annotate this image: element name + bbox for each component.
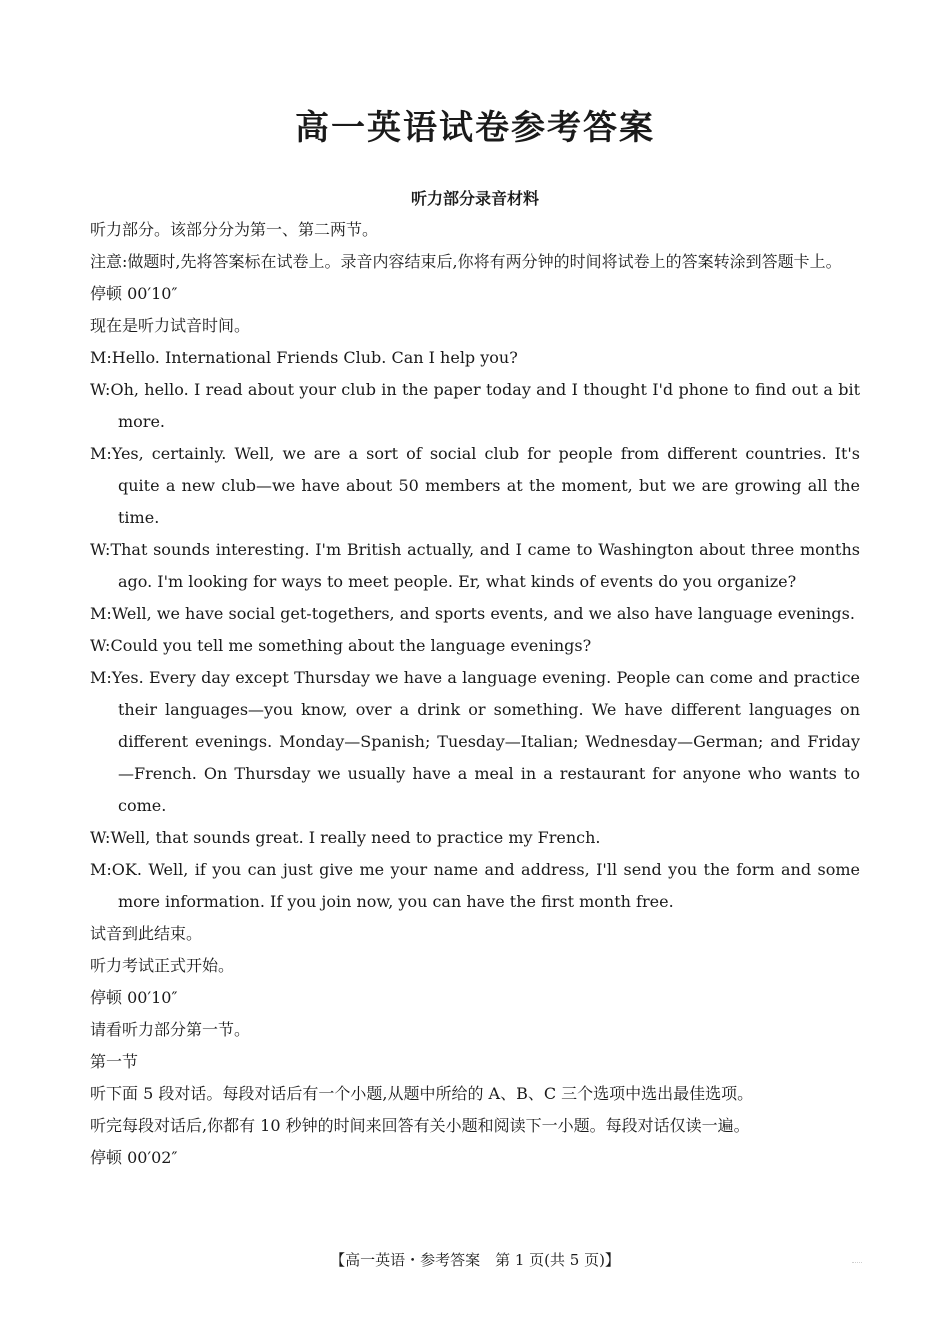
dialogue-text: Yes, certainly. Well, we are a sort of social club for people from different countries. It's quite a new club—we have about 50 members at the moment, but we are growing all the time. [111,444,860,527]
dialogue-line [90,534,860,598]
dialogue-text: Hello. International Friends Club. Can I help you? [111,348,518,367]
pause-marker: 停顿 00′10″ [90,284,178,303]
dialogue-line [90,438,860,534]
pause-marker: 停顿 00′02″ [90,1148,178,1167]
document-title: 高一英语试卷参考答案 [295,108,655,148]
speaker-label: W: [90,380,111,399]
dialogue-text: Well, we have social get-togethers, and sports events, and we also have language evenings. [111,604,855,623]
section-label: 第一节 [90,1052,139,1071]
speaker-label: W: [90,540,111,559]
closing-line: 请看听力部分第一节。 [90,1020,251,1039]
page-footer: 【高一英语・参考答案 第 1 页(共 5 页)】 [330,1251,620,1269]
document-body [90,214,860,1174]
dialogue-line [90,662,860,822]
dialogue-line [90,598,860,630]
dialogue-line [90,342,860,374]
instruction-line: 听下面 5 段对话。每段对话后有一个小题,从题中所给的 A、B、C 三个选项中选出最佳选项。 [90,1084,754,1103]
speaker-label: W: [90,636,111,655]
speaker-label: W: [90,828,111,847]
intro-line: 听力部分。该部分分为第一、第二两节。 [90,220,379,239]
closing-line: 听力考试正式开始。 [90,956,235,975]
dialogue-line [90,822,860,854]
dialogue-text: Could you tell me something about the language evenings? [110,636,592,655]
dialogue-text: OK. Well, if you can just give me your name and address, I'll send you the form and some more information. If you join now, you can have the first month free. [111,860,860,911]
dialogue-text: Well, that sounds great. I really need to practice my French. [110,828,601,847]
speaker-label: M: [90,348,112,367]
scan-mark [852,1262,862,1265]
speaker-label: M: [90,444,112,463]
intro-line: 现在是听力试音时间。 [90,316,251,335]
intro-note: 注意:做题时,先将答案标在试卷上。录音内容结束后,你将有两分钟的时间将试卷上的答案转涂到答题卡上。 [90,252,842,271]
pause-marker: 停顿 00′10″ [90,988,178,1007]
speaker-label: M: [90,604,112,623]
speaker-label: M: [90,860,112,879]
closing-line: 试音到此结束。 [90,924,203,943]
dialogue-text: Oh, hello. I read about your club in the paper today and I thought I'd phone to find out a bit more. [110,380,860,431]
section-heading: 听力部分录音材料 [410,189,539,208]
dialogue-text: Yes. Every day except Thursday we have a language evening. People can come and practice their languages—you know, over a drink or something. We have different languages on different evenings. Monday—Spanish; Tuesday—Italian; Wednesday—German; and Friday—French. On Thursday we usually have a meal in a restaurant for anyone who wants to come. [111,668,860,815]
speaker-label: M: [90,668,112,687]
dialogue-text: That sounds interesting. I'm British actually, and I came to Washington about three months ago. I'm looking for ways to meet people. Er, what kinds of events do you organize? [110,540,860,591]
dialogue-line [90,374,860,438]
dialogue-line [90,630,860,662]
instruction-line: 听完每段对话后,你都有 10 秒钟的时间来回答有关小题和阅读下一小题。每段对话仅读一遍。 [90,1116,750,1135]
dialogue-line [90,854,860,918]
